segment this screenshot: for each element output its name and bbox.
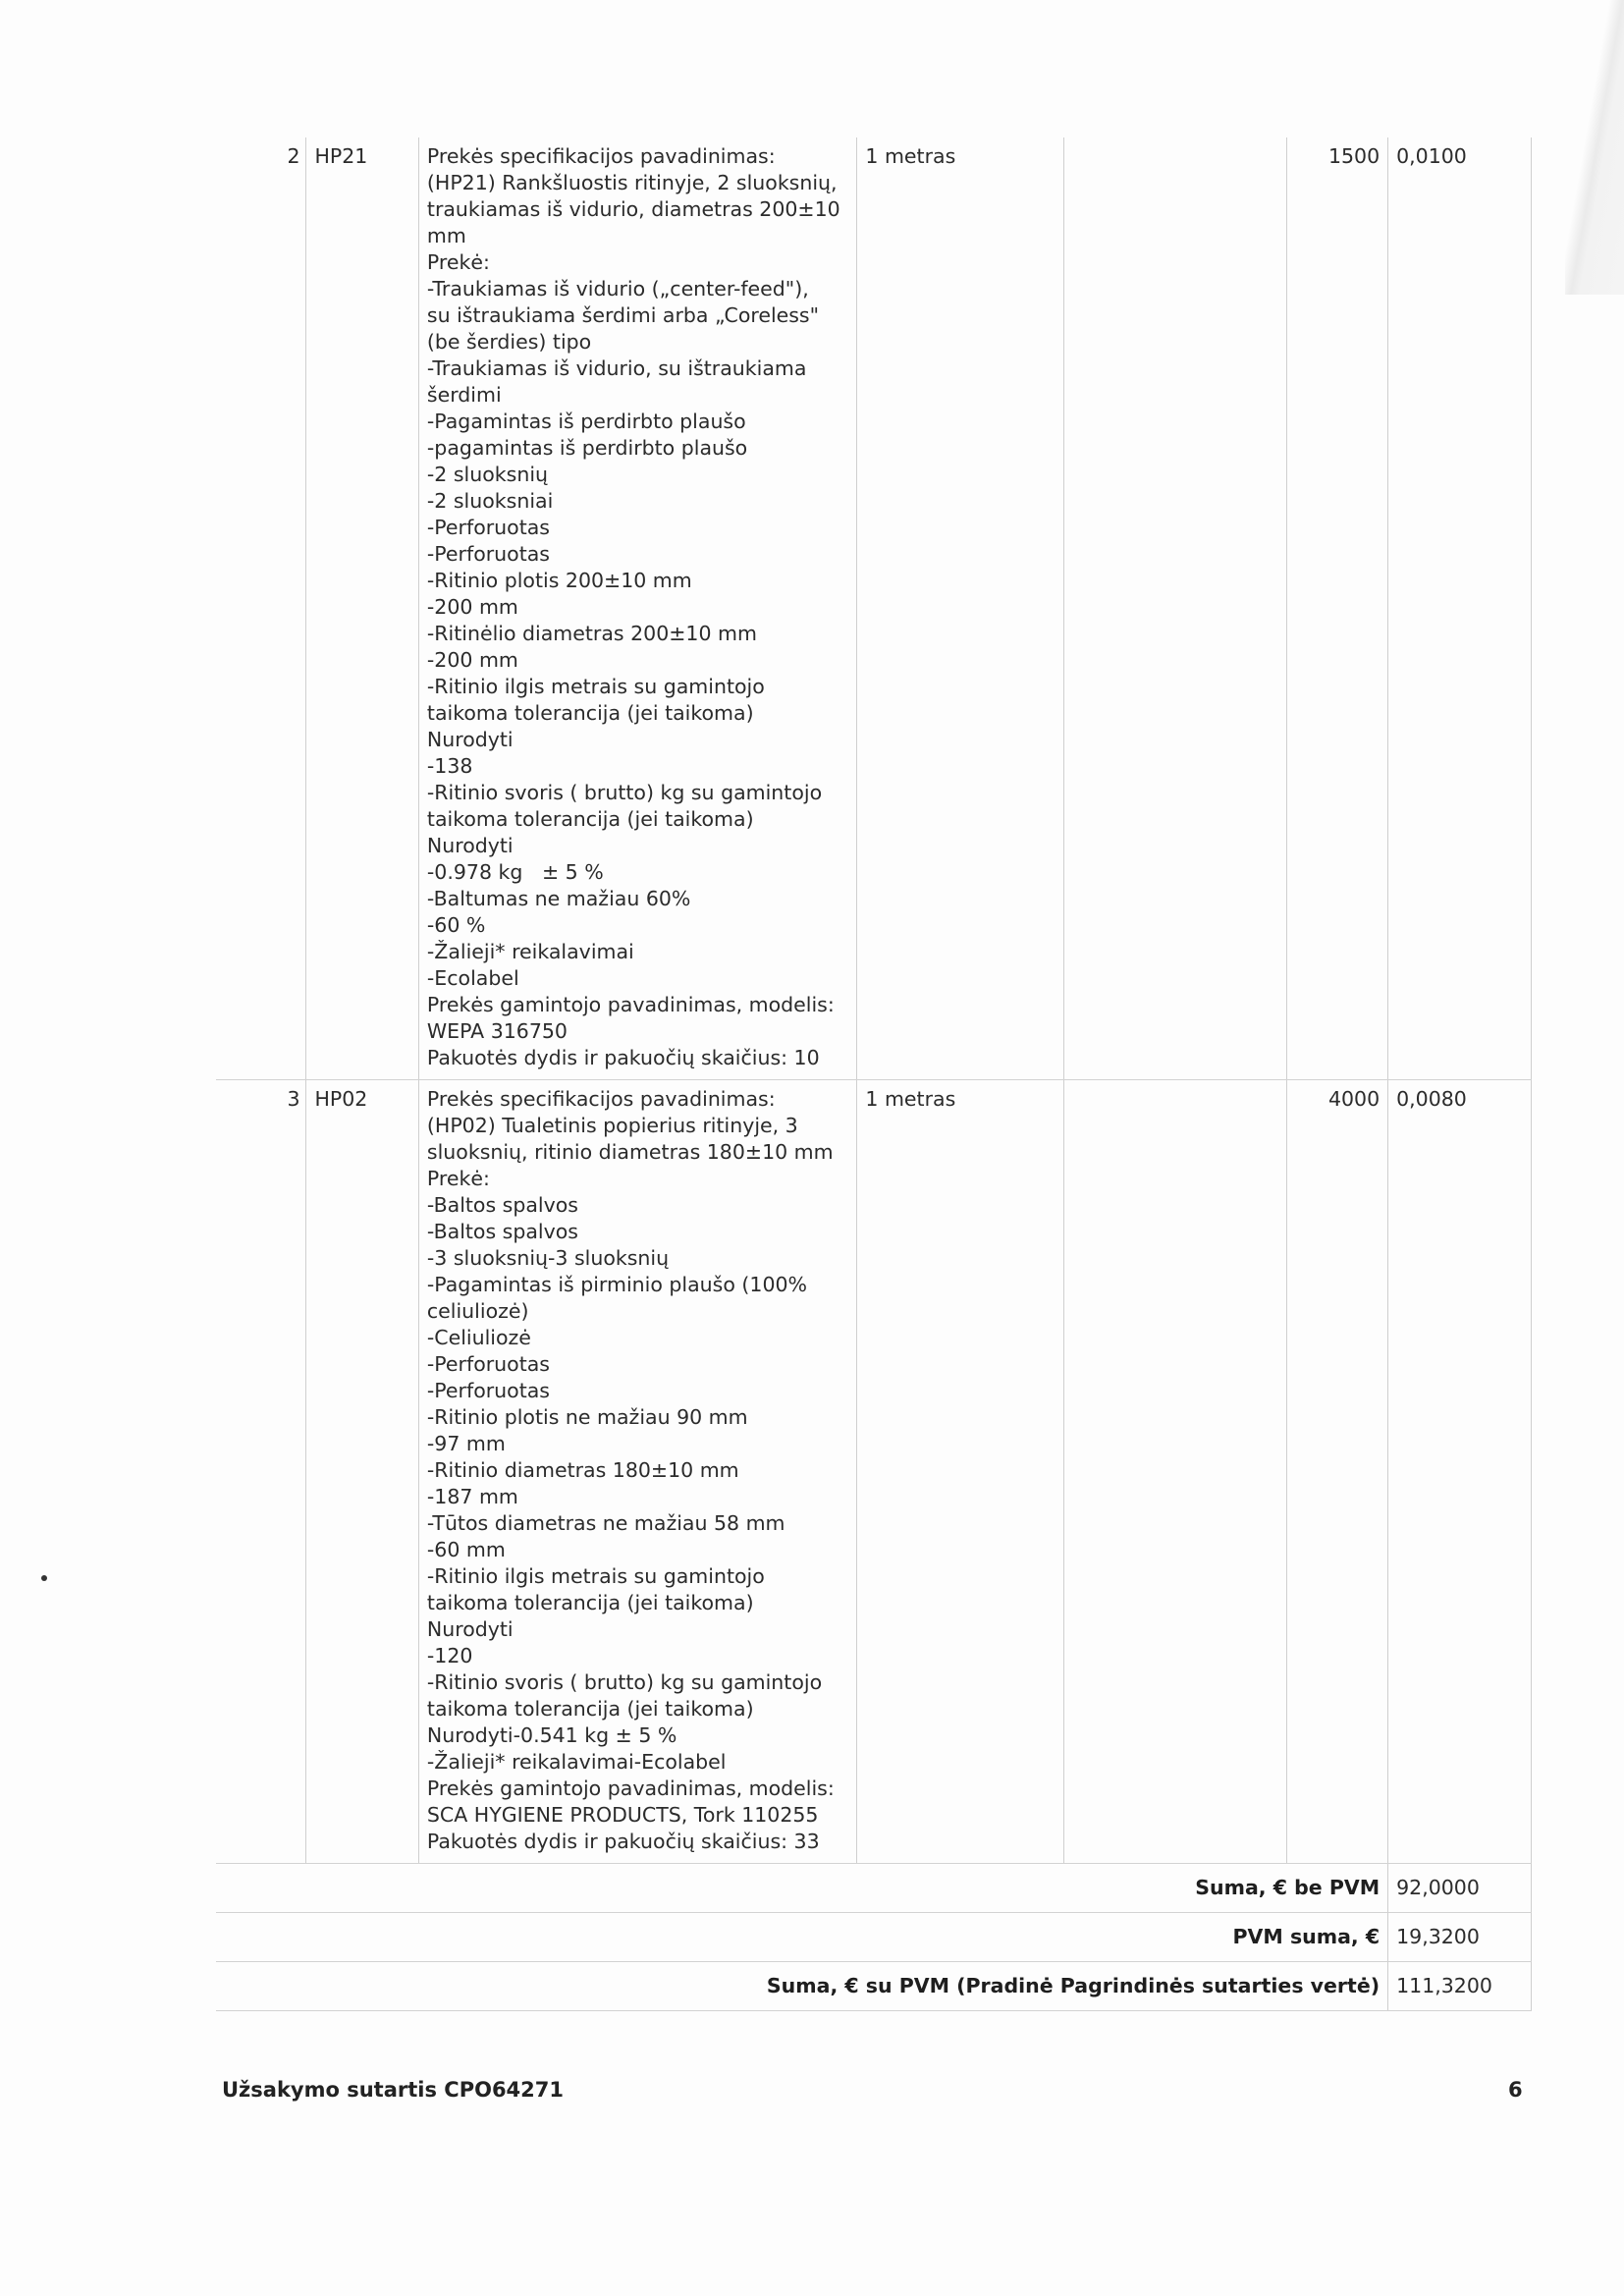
description-line: Pakuotės dydis ir pakuočių skaičius: 33 <box>426 1830 820 1853</box>
description-line: Nurodyti-0.541 kg ± 5 % <box>426 1723 677 1747</box>
summary-label: PVM suma, € <box>216 1913 1388 1962</box>
specification-table <box>216 137 1532 2011</box>
summary-row-vat <box>216 1913 1532 1962</box>
description-line: -Ritinio ilgis metrais su gamintojo <box>426 1564 765 1588</box>
footer-contract-title: Užsakymo sutartis CPO64271 <box>222 2078 564 2102</box>
scan-dot-artifact <box>41 1575 47 1581</box>
description-line: -Ritinėlio diametras 200±10 mm <box>426 622 757 645</box>
description-line: Prekės specifikacijos pavadinimas: <box>426 1087 776 1111</box>
description-line: -Baltos spalvos <box>426 1193 578 1217</box>
description-line: šerdimi <box>426 383 502 407</box>
description-line: -Perforuotas <box>426 516 550 539</box>
table-row <box>216 137 1532 1080</box>
description-line: -60 mm <box>426 1538 506 1561</box>
description-line: (HP02) Tualetinis popierius ritinyje, 3 <box>426 1114 798 1137</box>
description-line: -Celiuliozė <box>426 1326 531 1349</box>
description-line: -2 sluoksnių <box>426 463 549 486</box>
description-line: Prekė: <box>426 1167 490 1190</box>
footer-page-number: 6 <box>1508 2078 1523 2102</box>
product-description <box>418 1080 857 1864</box>
scan-edge-artifact <box>1565 0 1624 295</box>
summary-value: 19,3200 <box>1388 1913 1532 1962</box>
empty-cell <box>1064 137 1287 1080</box>
empty-cell <box>1064 1080 1287 1864</box>
description-line: -Ecolabel <box>426 966 519 990</box>
table-row <box>216 1080 1532 1864</box>
unit-price: 0,0080 <box>1388 1080 1532 1864</box>
description-line: sluoksnių, ritinio diametras 180±10 mm <box>426 1140 834 1164</box>
description-line: Nurodyti <box>426 834 514 857</box>
description-line: -200 mm <box>426 595 518 619</box>
description-line: -Ritinio plotis ne mažiau 90 mm <box>426 1405 748 1429</box>
description-line: -187 mm <box>426 1485 518 1508</box>
description-line: su ištraukiama šerdimi arba „Coreless" <box>426 303 820 327</box>
description-line: -97 mm <box>426 1432 506 1455</box>
description-line: taikoma tolerancija (jei taikoma) <box>426 807 754 831</box>
description-line: -Žalieji* reikalavimai <box>426 940 634 963</box>
description-line: -0.978 kg ± 5 % <box>426 860 604 884</box>
summary-label: Suma, € be PVM <box>216 1864 1388 1913</box>
description-line: -Ritinio diametras 180±10 mm <box>426 1458 739 1482</box>
description-line: Prekės gamintojo pavadinimas, modelis: <box>426 993 835 1016</box>
description-line: -Perforuotas <box>426 542 550 566</box>
description-line: -60 % <box>426 913 486 937</box>
description-line: Nurodyti <box>426 728 514 751</box>
summary-value: 111,3200 <box>1388 1962 1532 2011</box>
summary-row-net <box>216 1864 1532 1913</box>
product-code: HP02 <box>306 1080 418 1864</box>
description-line: -120 <box>426 1644 473 1667</box>
description-line: -Pagamintas iš perdirbto plaušo <box>426 410 746 433</box>
description-line: celiuliozė) <box>426 1299 529 1323</box>
description-line: Prekė: <box>426 250 490 274</box>
row-number: 3 <box>216 1080 306 1864</box>
description-line: taikoma tolerancija (jei taikoma) <box>426 1697 754 1721</box>
description-line: -pagamintas iš perdirbto plaušo <box>426 436 748 460</box>
description-line: -Ritinio svoris ( brutto) kg su gamintojo <box>426 1670 823 1694</box>
description-line: -Ritinio plotis 200±10 mm <box>426 569 692 592</box>
description-line: (be šerdies) tipo <box>426 330 592 354</box>
description-line: -Perforuotas <box>426 1379 550 1402</box>
description-line: -3 sluoksnių-3 sluoksnių <box>426 1246 670 1270</box>
unit-of-measure: 1 metras <box>857 137 1064 1080</box>
summary-row-gross <box>216 1962 1532 2011</box>
description-line: Prekės gamintojo pavadinimas, modelis: <box>426 1777 835 1800</box>
description-line: -Baltos spalvos <box>426 1220 578 1243</box>
description-line: Prekės specifikacijos pavadinimas: <box>426 144 776 168</box>
description-line: -Tūtos diametras ne mažiau 58 mm <box>426 1511 785 1535</box>
description-line: SCA HYGIENE PRODUCTS, Tork 110255 <box>426 1803 819 1827</box>
description-line: taikoma tolerancija (jei taikoma) <box>426 701 754 725</box>
description-line: -Žalieji* reikalavimai-Ecolabel <box>426 1750 727 1774</box>
unit-of-measure: 1 metras <box>857 1080 1064 1864</box>
description-line: -200 mm <box>426 648 518 672</box>
description-line: (HP21) Rankšluostis ritinyje, 2 sluoksnių, <box>426 171 838 194</box>
description-line: -Traukiamas iš vidurio („center-feed"), <box>426 277 809 301</box>
description-line: -Traukiamas iš vidurio, su ištraukiama <box>426 356 807 380</box>
summary-value: 92,0000 <box>1388 1864 1532 1913</box>
row-number: 2 <box>216 137 306 1080</box>
description-line: -Ritinio svoris ( brutto) kg su gamintojo <box>426 781 823 804</box>
product-code: HP21 <box>306 137 418 1080</box>
description-line: Pakuotės dydis ir pakuočių skaičius: 10 <box>426 1046 820 1069</box>
description-line: mm <box>426 224 466 247</box>
description-line: Nurodyti <box>426 1617 514 1641</box>
description-line: -2 sluoksniai <box>426 489 554 513</box>
quantity: 1500 <box>1286 137 1387 1080</box>
quantity: 4000 <box>1286 1080 1387 1864</box>
description-line: WEPA 316750 <box>426 1019 568 1043</box>
unit-price: 0,0100 <box>1388 137 1532 1080</box>
product-description <box>418 137 857 1080</box>
description-line: -Baltumas ne mažiau 60% <box>426 887 691 910</box>
summary-label: Suma, € su PVM (Pradinė Pagrindinės sutarties vertė) <box>216 1962 1388 2011</box>
description-line: taikoma tolerancija (jei taikoma) <box>426 1591 754 1614</box>
description-line: -Perforuotas <box>426 1352 550 1376</box>
description-line: traukiamas iš vidurio, diametras 200±10 <box>426 197 840 221</box>
description-line: -138 <box>426 754 473 778</box>
description-line: -Pagamintas iš pirminio plaušo (100% <box>426 1273 808 1296</box>
description-line: -Ritinio ilgis metrais su gamintojo <box>426 675 765 698</box>
